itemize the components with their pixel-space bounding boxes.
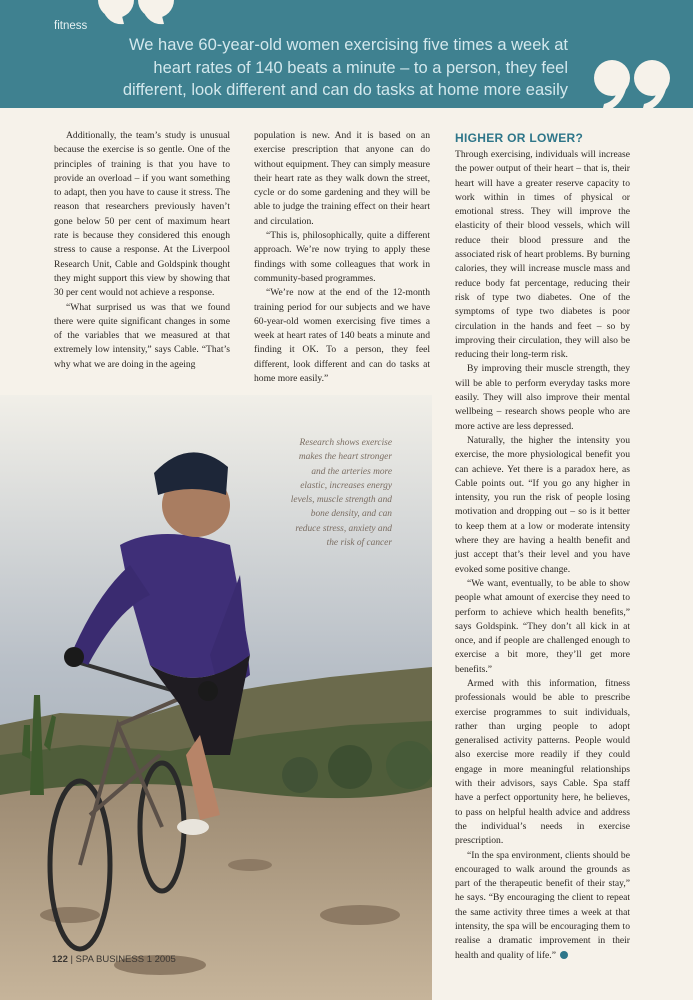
body-column-2 [254,129,430,386]
body-column-3 [455,148,630,963]
paragraph: Through exercising, individuals will increase the power output of their heart – that is, their heart will have a greater reserve capacity to work within in times of physical or emotional stress. They will improve the elasticity of their blood vessels, which will reduce their blood pressure and the associated risk of heart problems. By burning calories, they will increase muscle mass and reduce body fat percentage, reducing their risk of type two diabetes. One of the symptoms of type two diabetes is poor circulation in the hands and feet – so by improving their circulation, they will also be reducing their long-term risk. [455,149,630,361]
publication-name: SPA BUSINESS 1 2005 [75,954,176,965]
paragraph-text: “In the spa environment, clients should be encouraged to walk around the grounds as part of the therapeutic benefit of their stay,” he says. “By encouraging the client to repeat the same activity three times a week at that intensity, the spa will be encouraging them to realise a dramatic improvement in their health and quality of life.” [455,849,630,961]
pull-quote [100,34,568,102]
pull-quote-line: heart rates of 140 beats a minute – to a person, they feel [153,58,568,77]
paragraph: “We’re now at the end of the 12-month training period for our subjects and we have 60-year-old women exercising five times a week at heart rates of 140 beats a minute and finding it OK. To a person, they feel different, look different and can do tasks at home more easily.” [254,287,430,385]
section-label: fitness [54,20,88,32]
pull-quote-line: We have 60-year-old women exercising five times a week at [129,36,568,54]
page-number: 122 [52,954,68,965]
photo-caption: Research shows exercise makes the heart stronger and the arteries more elastic, increases energy levels, muscle strength and bone density, and can reduce stress, anxiety and the risk of cancer [290,438,392,549]
paragraph: population is new. And it is based on an exercise prescription that anyone can do without equipment. They can simply measure their heart rate as they walk down the street, cycle or do some gardening and they will be able to judge the training effect on their heart and circulation. [254,130,430,227]
paragraph: Naturally, the higher the intensity you exercise, the more physiological benefit you can achieve. Yet there is a paradox here, as Cable points out. “If you go any higher in intensity, you run the risk of people losing motivation and dropping out – so is it better to keep them at a low or moderate intensity where they are having a health benefit and just accept that’s their level and you have evoked some positive change. [455,434,630,575]
pull-quote-line: different, look different and can do tasks at home more easily [122,81,568,99]
paragraph: “What surprised us was that we found there were quite significant changes in some of the variables that we measured at that extremely low intensity,” says Cable. “That’s why what we are doing in the ageing [54,301,230,370]
paragraph: “We want, eventually, to be able to show people what amount of exercise they need to perform to achieve which health benefits,” says Goldspink. “They don’t all kick in at once, and if people are challenged enough to exercise a bit more, they’ll get more benefits.” [455,577,630,675]
paragraph: By improving their muscle strength, they will be able to perform everyday tasks more easily. They will also improve their mental wellbeing – research shows people who are more active are less depressed. [455,363,630,432]
header-band [0,0,693,108]
paragraph: “This is, philosophically, quite a different approach. We’re now trying to apply these findings with some colleagues that work in community-based programmes. [254,230,430,284]
paragraph-final [455,849,630,963]
open-quote-mark [94,0,184,26]
body-column-1 [54,129,230,372]
paragraph: Armed with this information, fitness professionals would be able to prescribe exercise programmes to suit individuals, rather than urging people to adopt generalised activity patterns. People would also exercise more readily if they could engage in more meaningful relationships with their advisors, says Cable. Spa staff have a perfect opportunity here, he believes, to pass on helpful health advice and address the individual’s needs in exercise prescription. [455,677,630,847]
section-heading: HIGHER OR LOWER? [455,131,584,145]
close-quote-mark [588,56,678,108]
paragraph: Additionally, the team’s study is unusual because the exercise is so gentle. One of the principles of training is that you have to provide an overload – if you want something to adapt, then you have to cause it stress. The reason that researchers previously haven’t gone below 50 per cent of maximum heart rate is because they considered this enough stress to cause a response. At the Liverpool Research Unit, Cable and Goldspink thought they might support this view by showing that 30 per cent would not achieve a response. [54,130,230,299]
end-mark-icon [560,951,568,959]
page-footer: 122 | SPA BUSINESS 1 2005 [52,954,176,965]
